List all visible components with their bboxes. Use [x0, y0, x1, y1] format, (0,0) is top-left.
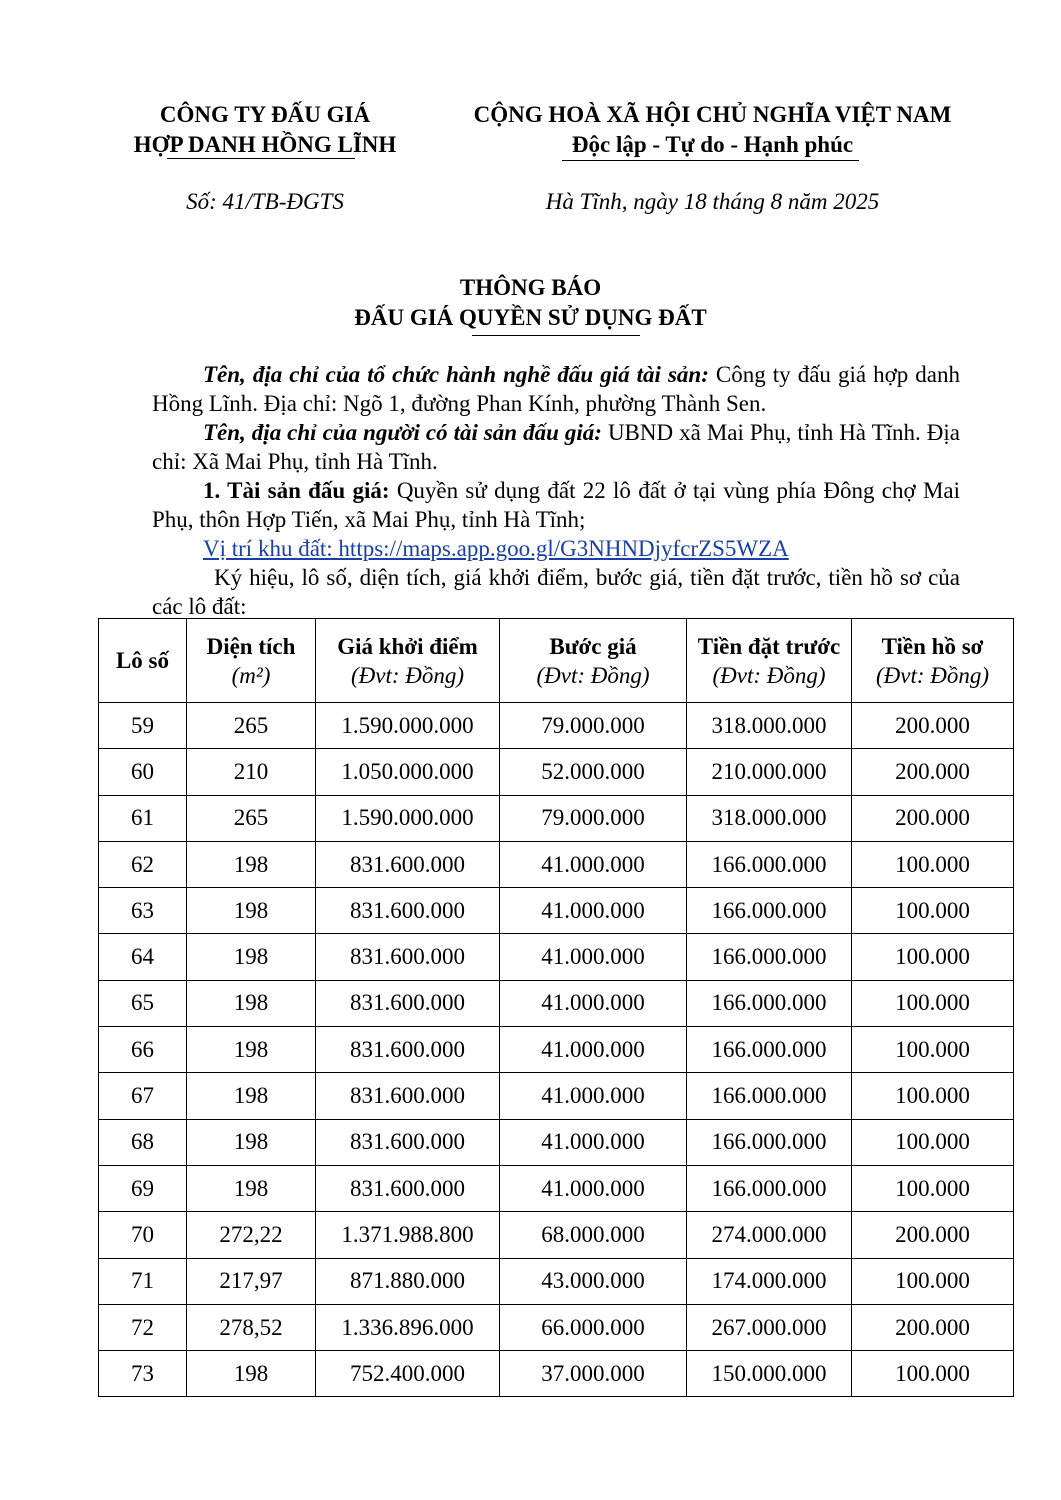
table-row [99, 1073, 1014, 1119]
cell-starting-price: 831.600.000 [316, 1119, 500, 1165]
cell-lot-number: 69 [99, 1165, 187, 1211]
table-row [99, 1027, 1014, 1073]
cell-deposit: 166.000.000 [687, 888, 852, 934]
header-price-step: Bước giá (Đvt: Đồng) [500, 619, 687, 703]
cell-area: 278,52 [187, 1304, 316, 1350]
auction-asset-paragraph [152, 476, 960, 534]
cell-price-step: 66.000.000 [500, 1304, 687, 1350]
header-area: Diện tích (m²) [187, 619, 316, 703]
location-link-paragraph [152, 534, 960, 563]
header-lot-number: Lô số [99, 619, 187, 703]
header-starting-price: Giá khởi điểm (Đvt: Đồng) [316, 619, 500, 703]
cell-price-step: 41.000.000 [500, 841, 687, 887]
cell-starting-price: 1.371.988.800 [316, 1212, 500, 1258]
cell-lot-number: 61 [99, 795, 187, 841]
location-map-link[interactable]: Vị trí khu đất: https://maps.app.goo.gl/G3NHNDjyfcrZS5WZA [203, 536, 789, 561]
company-name-line2: HỢP DANH HỒNG LĨNH [133, 132, 397, 157]
organization-text: Công ty đấu giá hợp danh Hồng Lĩnh. Địa chỉ: Ngõ 1, đường Phan Kính, phường Thành Sen. [152, 362, 960, 416]
cell-starting-price: 871.880.000 [316, 1258, 500, 1304]
cell-starting-price: 1.050.000.000 [316, 749, 500, 795]
table-row [99, 749, 1014, 795]
table-row [99, 1165, 1014, 1211]
table-row [99, 888, 1014, 934]
cell-lot-number: 71 [99, 1258, 187, 1304]
cell-dossier-fee: 200.000 [852, 1212, 1014, 1258]
cell-price-step: 52.000.000 [500, 749, 687, 795]
cell-lot-number: 60 [99, 749, 187, 795]
cell-area: 198 [187, 888, 316, 934]
cell-dossier-fee: 100.000 [852, 1027, 1014, 1073]
cell-dossier-fee: 100.000 [852, 841, 1014, 887]
cell-dossier-fee: 100.000 [852, 934, 1014, 980]
company-name-line1: CÔNG TY ĐẤU GIÁ [159, 102, 371, 127]
cell-starting-price: 1.590.000.000 [316, 703, 500, 749]
cell-price-step: 37.000.000 [500, 1351, 687, 1397]
asset-label: 1. Tài sản đấu giá: [203, 478, 390, 503]
place-date: Hà Tĩnh, ngày 18 tháng 8 năm 2025 [545, 189, 880, 214]
cell-deposit: 210.000.000 [687, 749, 852, 795]
owner-label: Tên, địa chỉ của người có tài sản đấu giá: [203, 420, 602, 445]
cell-dossier-fee: 200.000 [852, 1304, 1014, 1350]
cell-area: 210 [187, 749, 316, 795]
table-row [99, 703, 1014, 749]
cell-price-step: 41.000.000 [500, 980, 687, 1026]
table-row [99, 1351, 1014, 1397]
cell-area: 272,22 [187, 1212, 316, 1258]
cell-dossier-fee: 100.000 [852, 980, 1014, 1026]
cell-deposit: 274.000.000 [687, 1212, 852, 1258]
table-row [99, 1119, 1014, 1165]
cell-starting-price: 831.600.000 [316, 1027, 500, 1073]
cell-lot-number: 64 [99, 934, 187, 980]
table-row [99, 1304, 1014, 1350]
cell-dossier-fee: 200.000 [852, 749, 1014, 795]
cell-dossier-fee: 100.000 [852, 1119, 1014, 1165]
cell-lot-number: 68 [99, 1119, 187, 1165]
cell-lot-number: 65 [99, 980, 187, 1026]
cell-deposit: 267.000.000 [687, 1304, 852, 1350]
notice-title: THÔNG BÁO [459, 275, 602, 300]
lot-info-text: Ký hiệu, lô số, diện tích, giá khởi điểm, bước giá, tiền đặt trước, tiền hồ sơ của các lô đất: [152, 565, 960, 619]
cell-deposit: 166.000.000 [687, 980, 852, 1026]
national-motto: Độc lập - Tự do - Hạnh phúc [571, 132, 854, 157]
cell-area: 198 [187, 1027, 316, 1073]
owner-text: UBND xã Mai Phụ, tỉnh Hà Tĩnh. Địa chỉ: Xã Mai Phụ, tỉnh Hà Tĩnh. [152, 420, 960, 474]
cell-area: 265 [187, 703, 316, 749]
cell-deposit: 166.000.000 [687, 1165, 852, 1211]
cell-starting-price: 831.600.000 [316, 888, 500, 934]
cell-deposit: 166.000.000 [687, 1073, 852, 1119]
cell-price-step: 41.000.000 [500, 934, 687, 980]
header-dossier-fee: Tiền hồ sơ (Đvt: Đồng) [852, 619, 1014, 703]
cell-starting-price: 831.600.000 [316, 1165, 500, 1211]
cell-lot-number: 70 [99, 1212, 187, 1258]
cell-price-step: 43.000.000 [500, 1258, 687, 1304]
cell-area: 198 [187, 980, 316, 1026]
table-row [99, 934, 1014, 980]
cell-starting-price: 1.336.896.000 [316, 1304, 500, 1350]
cell-starting-price: 1.590.000.000 [316, 795, 500, 841]
company-underline [167, 158, 355, 159]
title-underline [472, 335, 640, 336]
cell-deposit: 166.000.000 [687, 841, 852, 887]
cell-dossier-fee: 100.000 [852, 1258, 1014, 1304]
auction-organization-paragraph [152, 360, 960, 418]
cell-starting-price: 831.600.000 [316, 841, 500, 887]
cell-lot-number: 67 [99, 1073, 187, 1119]
asset-owner-paragraph [152, 418, 960, 476]
cell-lot-number: 63 [99, 888, 187, 934]
cell-price-step: 41.000.000 [500, 1165, 687, 1211]
cell-price-step: 79.000.000 [500, 703, 687, 749]
document-number: Số: 41/TB-ĐGTS [186, 189, 344, 214]
motto-underline [562, 160, 859, 161]
cell-area: 217,97 [187, 1258, 316, 1304]
cell-dossier-fee: 100.000 [852, 1351, 1014, 1397]
asset-text: Quyền sử dụng đất 22 lô đất ở tại vùng phía Đông chợ Mai Phụ, thôn Hợp Tiến, xã Mai Phụ, tỉnh Hà Tĩnh; [152, 478, 960, 532]
lots-table [98, 618, 1014, 1397]
cell-area: 198 [187, 1351, 316, 1397]
cell-lot-number: 73 [99, 1351, 187, 1397]
cell-lot-number: 62 [99, 841, 187, 887]
cell-price-step: 79.000.000 [500, 795, 687, 841]
cell-lot-number: 66 [99, 1027, 187, 1073]
cell-deposit: 150.000.000 [687, 1351, 852, 1397]
cell-price-step: 41.000.000 [500, 1073, 687, 1119]
cell-area: 198 [187, 841, 316, 887]
cell-dossier-fee: 200.000 [852, 795, 1014, 841]
national-title: CỘNG HOÀ XÃ HỘI CHỦ NGHĨA VIỆT NAM [473, 102, 952, 127]
cell-dossier-fee: 100.000 [852, 1165, 1014, 1211]
cell-dossier-fee: 100.000 [852, 1073, 1014, 1119]
cell-area: 265 [187, 795, 316, 841]
organization-label: Tên, địa chỉ của tổ chức hành nghề đấu giá tài sản: [203, 362, 709, 387]
cell-starting-price: 831.600.000 [316, 1073, 500, 1119]
table-row [99, 841, 1014, 887]
cell-lot-number: 72 [99, 1304, 187, 1350]
cell-dossier-fee: 100.000 [852, 888, 1014, 934]
table-row [99, 795, 1014, 841]
cell-dossier-fee: 200.000 [852, 703, 1014, 749]
cell-price-step: 41.000.000 [500, 888, 687, 934]
cell-area: 198 [187, 1119, 316, 1165]
cell-deposit: 166.000.000 [687, 934, 852, 980]
cell-deposit: 318.000.000 [687, 795, 852, 841]
table-row [99, 980, 1014, 1026]
table-row [99, 1212, 1014, 1258]
cell-lot-number: 59 [99, 703, 187, 749]
cell-price-step: 68.000.000 [500, 1212, 687, 1258]
notice-subtitle: ĐẤU GIÁ QUYỀN SỬ DỤNG ĐẤT [354, 305, 707, 330]
cell-starting-price: 831.600.000 [316, 934, 500, 980]
lot-info-intro [152, 563, 960, 621]
cell-deposit: 166.000.000 [687, 1119, 852, 1165]
table-header-row [99, 619, 1014, 703]
cell-area: 198 [187, 1073, 316, 1119]
cell-price-step: 41.000.000 [500, 1027, 687, 1073]
cell-price-step: 41.000.000 [500, 1119, 687, 1165]
cell-area: 198 [187, 934, 316, 980]
header-deposit: Tiền đặt trước (Đvt: Đồng) [687, 619, 852, 703]
cell-deposit: 166.000.000 [687, 1027, 852, 1073]
cell-starting-price: 831.600.000 [316, 980, 500, 1026]
cell-area: 198 [187, 1165, 316, 1211]
cell-deposit: 174.000.000 [687, 1258, 852, 1304]
cell-deposit: 318.000.000 [687, 703, 852, 749]
cell-starting-price: 752.400.000 [316, 1351, 500, 1397]
table-row [99, 1258, 1014, 1304]
